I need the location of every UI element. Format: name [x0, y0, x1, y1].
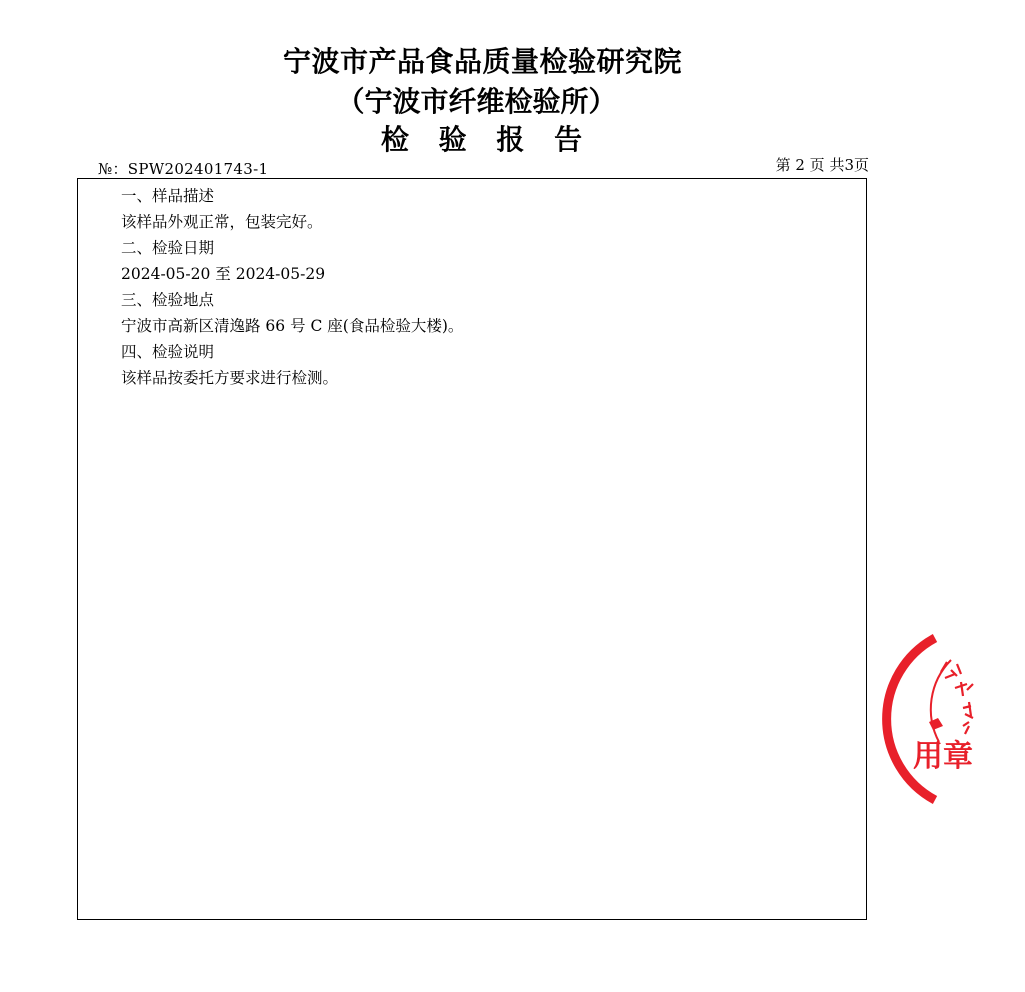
seal-text: 用章 — [913, 739, 973, 774]
section-body-inspection-notes: 该样品按委托方要求进行检测。 — [121, 369, 339, 387]
document-type-title: 检 验 报 告 — [380, 123, 593, 156]
section-heading-inspection-location: 三、检验地点 — [121, 291, 215, 309]
page-indicator: 第 2 页 共3页 — [775, 156, 869, 174]
institute-title: 宁波市产品食品质量检验研究院 — [282, 45, 682, 78]
report-content — [121, 183, 846, 391]
section-heading-sample-description: 一、样品描述 — [121, 187, 215, 205]
section-body-inspection-location: 宁波市高新区清逸路 66 号 C 座(食品检验大楼)。 — [121, 317, 464, 335]
report-number: №：SPW202401743-1 — [98, 160, 269, 178]
section-body-sample-description: 该样品外观正常，包装完好。 — [121, 213, 323, 231]
section-heading-inspection-date: 二、检验日期 — [121, 239, 215, 257]
report-body-frame — [77, 178, 867, 920]
section-heading-inspection-notes: 四、检验说明 — [121, 343, 215, 361]
official-seal — [905, 630, 1025, 810]
section-body-inspection-date: 2024-05-20 至 2024-05-29 — [121, 265, 326, 283]
institute-alias: （宁波市纤维检验所） — [336, 85, 617, 118]
